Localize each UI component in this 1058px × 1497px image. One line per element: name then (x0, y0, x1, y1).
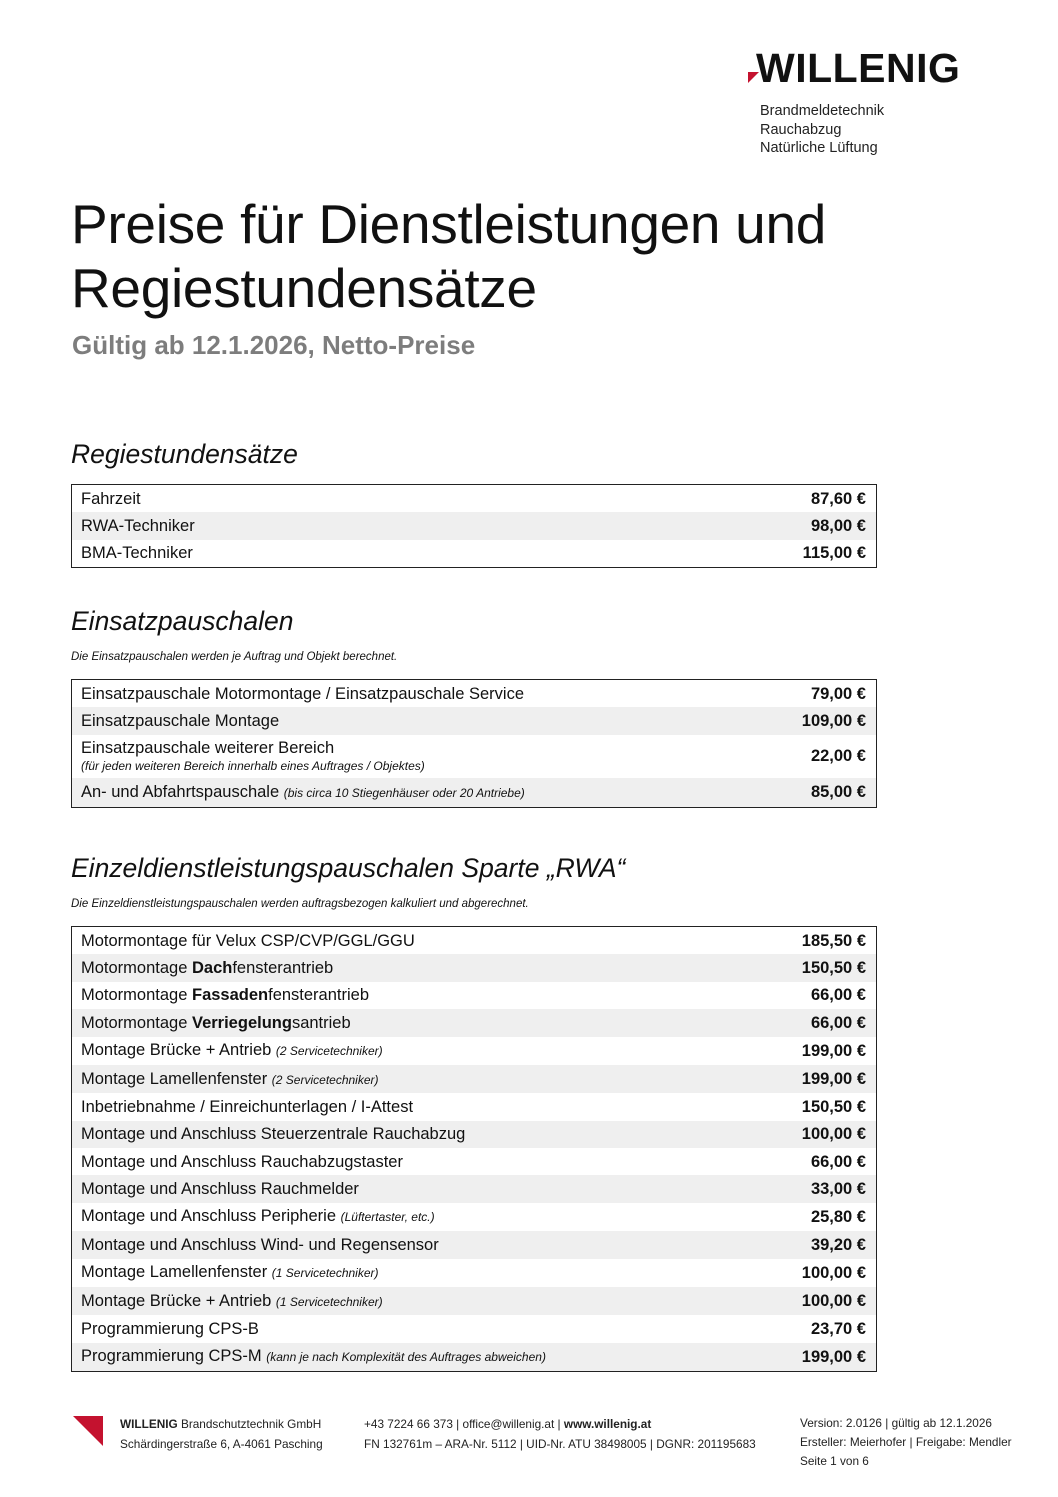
row-price: 66,00 € (810, 1152, 866, 1171)
section-note: Die Einsatzpauschalen werden je Auftrag und Objekt berechnet. (71, 651, 398, 663)
section-heading: Regiestundensätze (71, 439, 298, 469)
row-label (72, 1093, 677, 1120)
row-price: 79,00 € (810, 684, 866, 703)
footer-company-type: Brandschutztechnik GmbH (177, 1417, 322, 1431)
section-einsatzpauschalen (71, 605, 877, 808)
row-label-main: Montage und Anschluss Peripherie (81, 1207, 336, 1226)
row-label: Fahrzeit (81, 489, 141, 508)
row-label-emphasis: Fassaden (191, 986, 269, 1005)
row-label-main: Montage und Anschluss Wind- und Regensensor (81, 1235, 439, 1254)
row-label-note: (für jeden weiteren Bereich innerhalb eines Auftrages / Objektes) (81, 759, 425, 774)
row-label (72, 1121, 677, 1148)
row-label-main: Montage Lamellenfenster (81, 1263, 268, 1282)
row-label: Einsatzpauschale Montage (72, 707, 677, 734)
table-row (72, 1343, 877, 1372)
row-price: 98,00 € (677, 512, 877, 539)
row-price: 25,80 € (810, 1207, 866, 1226)
row-label-main: Montage Lamellenfenster (81, 1069, 268, 1088)
row-price: 185,50 € (801, 931, 866, 950)
footer-version-info (800, 1414, 1012, 1471)
row-label (72, 735, 677, 778)
row-label (72, 1287, 677, 1315)
table-row (72, 1231, 877, 1258)
row-label (72, 1009, 677, 1036)
page-subtitle: Gültig ab 12.1.2026, Netto-Preise (72, 330, 476, 360)
row-label (72, 1259, 677, 1287)
logo-line: Brandmeldetechnik (760, 103, 885, 119)
row-price: 66,00 € (810, 986, 866, 1005)
row-label-note: (Lüftertaster, etc.) (340, 1210, 435, 1225)
footer-company-name: WILLENIG (120, 1417, 178, 1431)
row-label-main: Montage Brücke + Antrieb (81, 1041, 272, 1060)
row-label (72, 927, 677, 955)
footer-company (120, 1414, 323, 1454)
logo-accent-mark (748, 72, 759, 83)
row-label (72, 1065, 677, 1093)
row-price: 22,00 € (810, 747, 866, 766)
row-price: 66,00 € (677, 1009, 877, 1036)
section-heading: Einzeldienstleistungspauschalen Sparte „RWA“ (71, 853, 626, 883)
logo-wordmark: WILLENIG (756, 45, 961, 91)
table-row (72, 735, 877, 778)
row-label-main: Montage und Anschluss Steuerzentrale Rauchabzug (81, 1125, 466, 1144)
row-price: 23,70 € (810, 1319, 866, 1338)
row-label (72, 1315, 677, 1342)
table-row (72, 485, 877, 513)
logo-line: Rauchabzug (760, 121, 842, 138)
table-row (72, 1121, 877, 1148)
row-price: 100,00 € (677, 1121, 877, 1148)
logo-tagline (760, 102, 884, 158)
table-row (72, 927, 877, 955)
row-label (72, 1343, 677, 1372)
company-logo (748, 45, 988, 156)
table-row (72, 778, 877, 807)
title-line-2: Regiestundensätze (71, 257, 537, 319)
row-label-post: fensterantrieb (232, 959, 334, 978)
footer-website-link[interactable]: www.willenig.at (563, 1417, 652, 1431)
row-label-main: Programmierung CPS-B (81, 1319, 259, 1338)
footer-address: Schärdingerstraße 6, A-4061 Pasching (120, 1437, 323, 1451)
table-row (72, 1259, 877, 1287)
footer-version: Version: 2.0126 | gültig ab 12.1.2026 (800, 1416, 992, 1430)
row-label-main: Montage und Anschluss Rauchmelder (81, 1180, 359, 1199)
row-label (72, 1175, 677, 1202)
row-label-emphasis: Verriegelung (191, 1013, 292, 1032)
table-row (72, 1148, 877, 1175)
row-label-main: An- und Abfahrtspauschale (81, 782, 280, 801)
footer-page-number: Seite 1 von 6 (800, 1454, 869, 1468)
section-note: Die Einzeldienstleistungspauschalen werden auftragsbezogen kalkuliert und abgerechnet. (71, 898, 529, 910)
row-price: 85,00 € (677, 778, 877, 807)
row-price: 199,00 € (801, 1041, 866, 1060)
row-label-main: Montage Brücke + Antrieb (81, 1291, 272, 1310)
row-price: 100,00 € (677, 1287, 877, 1315)
price-table (71, 679, 877, 808)
row-label-emphasis: Dach (191, 959, 233, 978)
row-label (72, 954, 677, 981)
row-label-note: (1 Servicetechniker) (275, 1294, 383, 1309)
row-label-note: (2 Servicetechniker) (271, 1072, 379, 1087)
section-heading: Einsatzpauschalen (71, 606, 294, 636)
section-regiestundensaetze (71, 438, 877, 568)
row-price: 150,50 € (677, 954, 877, 981)
row-price: 150,50 € (801, 1097, 866, 1116)
footer-contact-info: +43 7224 66 373 | office@willenig.at | (364, 1417, 564, 1431)
row-label-note: (2 Servicetechniker) (275, 1044, 383, 1059)
row-label: Einsatzpauschale Motormontage / Einsatzpauschale Service (81, 684, 524, 703)
price-table (71, 926, 877, 1372)
row-price: 115,00 € (802, 544, 866, 563)
table-row (72, 1203, 877, 1231)
table-row (72, 1315, 877, 1342)
row-label-pre: Motormontage (81, 959, 192, 978)
title-line-1: Preise für Dienstleistungen und (71, 193, 827, 255)
row-label (72, 982, 677, 1009)
row-label (72, 778, 677, 807)
row-label (72, 1203, 677, 1231)
row-label-note: (kann je nach Komplexität des Auftrages abweichen) (266, 1350, 546, 1365)
table-row (72, 1065, 877, 1093)
logo-line: Natürliche Lüftung (760, 140, 878, 156)
row-price: 39,20 € (677, 1231, 877, 1258)
row-price: 199,00 € (677, 1343, 877, 1372)
row-label-note: (bis circa 10 Stiegenhäuser oder 20 Antriebe) (283, 785, 525, 800)
row-label-pre: Motormontage (81, 986, 192, 1005)
table-row (72, 1175, 877, 1202)
row-label-main: Programmierung CPS-M (81, 1347, 262, 1366)
row-label (72, 1037, 677, 1065)
footer-registry: FN 132761m – ARA-Nr. 5112 | UID-Nr. ATU 38498005 | DGNR: 201195683 (364, 1437, 756, 1451)
footer-creator: Ersteller: Meierhofer | Freigabe: Mendler (800, 1435, 1012, 1449)
row-label-note: (1 Servicetechniker) (271, 1266, 379, 1281)
section-einzeldienstleistungen-rwa (71, 852, 877, 1372)
page-title (71, 192, 971, 320)
row-label-main: Inbetriebnahme / Einreichunterlagen / I-Attest (81, 1097, 414, 1116)
table-row (72, 540, 877, 568)
table-row (72, 982, 877, 1009)
row-price: 100,00 € (801, 1263, 866, 1282)
table-row (72, 512, 877, 539)
row-label: RWA-Techniker (72, 512, 677, 539)
table-row (72, 707, 877, 734)
row-label-main: Einsatzpauschale weiterer Bereich (81, 739, 335, 758)
table-row (72, 680, 877, 708)
table-row (72, 1009, 877, 1036)
row-label-post: santrieb (291, 1013, 351, 1032)
row-label-main: Motormontage für Velux CSP/CVP/GGL/GGU (81, 931, 415, 950)
table-row (72, 1093, 877, 1120)
row-label: BMA-Techniker (81, 544, 193, 563)
row-label-main: Montage und Anschluss Rauchabzugstaster (81, 1152, 403, 1171)
row-label (72, 1148, 677, 1175)
row-price: 33,00 € (677, 1175, 877, 1202)
row-price: 109,00 € (677, 707, 877, 734)
row-price: 87,60 € (810, 489, 866, 508)
row-label-post: fensterantrieb (268, 986, 370, 1005)
footer-logo-mark (73, 1416, 103, 1446)
table-row (72, 1037, 877, 1065)
footer-contact (364, 1414, 756, 1454)
table-row (72, 1287, 877, 1315)
table-row (72, 954, 877, 981)
price-table (71, 484, 877, 568)
row-price: 199,00 € (677, 1065, 877, 1093)
row-label-pre: Motormontage (81, 1013, 192, 1032)
row-label (72, 1231, 677, 1258)
